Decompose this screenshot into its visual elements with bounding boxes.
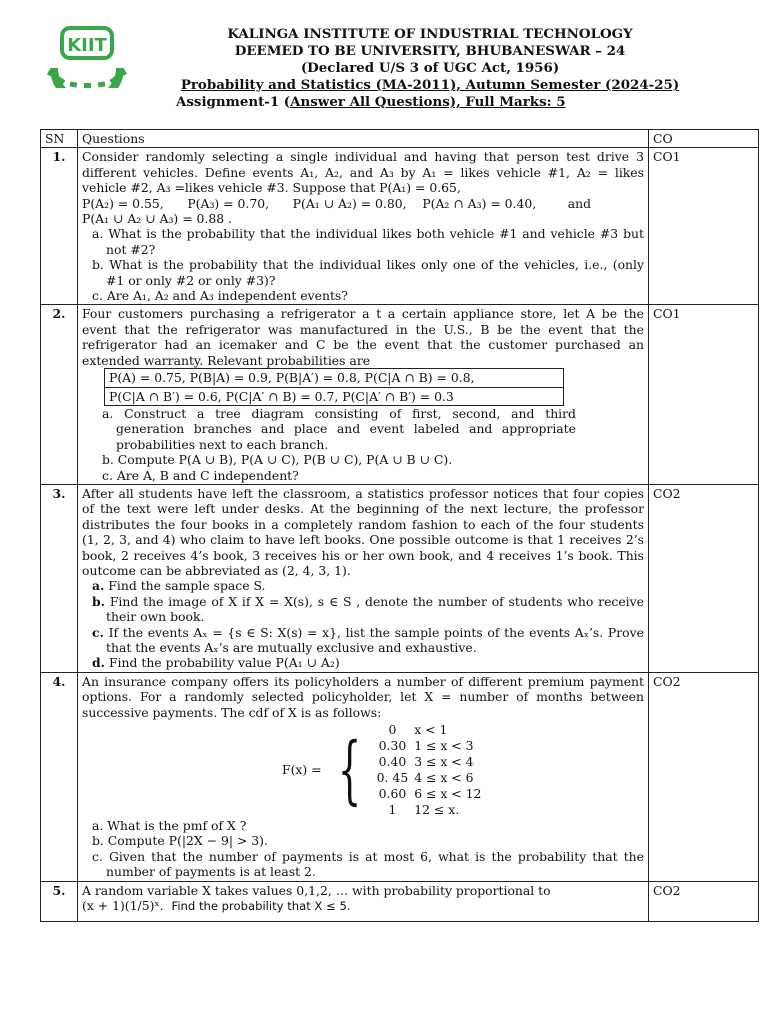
cdf-cases: [377, 722, 488, 818]
university-line: DEEMED TO BE UNIVERSITY, BHUBANESWAR – 24: [234, 43, 626, 59]
q4-part-b: b. Compute P(|2X − 9| > 3).: [92, 833, 268, 849]
institute-name: KALINGA INSTITUTE OF INDUSTRIAL TECHNOLOGY: [227, 26, 633, 42]
question-row-1: [41, 148, 759, 305]
q4-body: [78, 672, 649, 881]
q5-body: [78, 881, 649, 922]
q1-sn: 1.: [41, 148, 78, 305]
q2-co: CO1: [649, 305, 759, 484]
questions-table: [40, 129, 759, 922]
q3-part-a: a. Find the sample space S.: [92, 578, 266, 594]
question-row-3: [41, 484, 759, 672]
ugc-line: (Declared U/S 3 of UGC Act, 1956): [300, 60, 560, 76]
kiit-logo: [40, 24, 134, 88]
q5-expression: (x + 1)(1/5)ˣ.: [82, 898, 164, 914]
document-header: [150, 26, 710, 111]
q3-part-d: d. Find the probability value P(A₁ ∪ A₂): [92, 655, 340, 671]
q4-part-a: a. What is the pmf of X ?: [92, 818, 247, 834]
svg-text:KIIT: KIIT: [67, 35, 107, 56]
q2-stem: Four customers purchasing a refrigerator a t a certain appliance store, let A be the event that the refrigerator was manufactured in the U.S., B be the event that the refrigerator had an icemaker and C be the event that the customer purchased an extended warranty. Relevant probabilities are: [82, 306, 644, 368]
q5-co: CO2: [649, 881, 759, 922]
q3-stem: After all students have left the classroom, a statistics professor notices that four copies of the text were left under desks. At the beginning of the next lecture, the professor distributes the four books in a completely random fashion to each of the four students (1, 2, 3, and 4) who claim to have left books. One possible outcome is that 1 receives 2’s book, 2 receives 4’s book, 3 receives his or her own book, and 4 receives 1’s book. This outcome can be abbreviated as (2, 4, 3, 1).: [82, 485, 644, 578]
q2-part-a: a. Construct a tree diagram consisting of first, second, and third generation branches and place and event labeled and appropriate probabilities next to each branch.: [102, 405, 576, 452]
q3-body: [78, 484, 649, 672]
q3-co: CO2: [649, 484, 759, 672]
q1-stem: Consider randomly selecting a single individual and having that person test drive 3 different vehicles. Define events A₁, A₂, and A₃ by A₁ = likes vehicle #1, A₂ = likes vehicle #2, A₃ =likes vehicle #3. Suppose that P(A₁) = 0.65,: [82, 149, 644, 196]
q1-part-b: b. What is the probability that the individual likes only one of the vehicles, i.e., (only #1 or only #2 or only #3)?: [92, 257, 644, 288]
assignment-line: Assignment-1 (Answer All Questions), Full Marks: 5: [176, 94, 566, 110]
q2-sn: 2.: [41, 305, 78, 484]
q1-part-c: c. Are A₁, A₂ and A₃ independent events?: [92, 288, 348, 304]
q2-box-line-1: P(A) = 0.75, P(B|A) = 0.9, P(B|A′) = 0.8, P(C|A ∩ B) = 0.8,: [104, 368, 564, 387]
q3-part-b: b. Find the image of X if X = X(s), s ∈ S , denote the number of students who receive their own book.: [92, 593, 644, 625]
q3-sn: 3.: [41, 484, 78, 672]
cdf-row: 0. 45 4 ≤ x < 6: [376, 770, 474, 786]
cdf-row: 0.40 3 ≤ x < 4: [378, 754, 474, 770]
course-line: Probability and Statistics (MA-2011), Autumn Semester (2024-25): [180, 77, 680, 93]
q2-body: [78, 305, 649, 484]
q4-sn: 4.: [41, 672, 78, 881]
cdf-row: 1 12 ≤ x.: [388, 802, 460, 818]
q1-stem-union: P(A₁ ∪ A₂ ∪ A₃) = 0.88 .: [82, 211, 232, 227]
question-row-4: [41, 672, 759, 881]
header-co: CO: [649, 130, 759, 148]
question-row-2: [41, 305, 759, 484]
q5-sn: 5.: [41, 881, 78, 922]
q3-part-c: c. If the events Aₓ = {s ∈ S: X(s) = x}, list the sample points of the events Aₓ’s. Prove that the events Aₓ’s are mutually exclusive and exhaustive.: [92, 624, 644, 655]
q5-stem: A random variable X takes values 0,1,2, … with probability proportional to: [82, 882, 551, 898]
table-header-row: [41, 130, 759, 148]
q4-stem: An insurance company offers its policyholders a number of different premium payment options. For a randomly selected policyholder, let X = number of months between successive payments. The cdf of X is as follows:: [82, 673, 644, 720]
q1-co: CO1: [649, 148, 759, 305]
q5-tail: Find the probability that X ≤ 5.: [171, 899, 351, 914]
cdf-label: F(x) =: [282, 762, 322, 778]
cdf-row: 0 x < 1: [388, 722, 448, 738]
q2-part-c: c. Are A, B and C independent?: [102, 467, 299, 483]
q4-part-c: c. Given that the number of payments is at most 6, what is the probability that the number of payments is at least 2.: [92, 848, 644, 880]
q5-expression-line: [82, 898, 644, 914]
q1-body: [78, 148, 649, 305]
q1-stem-probabilities: P(A₂) = 0.55, P(A₃) = 0.70, P(A₁ ∪ A₂) = 0.80, P(A₂ ∩ A₃) = 0.40, and: [82, 195, 592, 211]
cdf-row: 0.30 1 ≤ x < 3: [378, 738, 474, 754]
q2-box-line-2: P(C|A ∩ B′) = 0.6, P(C|A′ ∩ B) = 0.7, P(C|A′ ∩ B′) = 0.3: [104, 388, 564, 406]
header-questions: Questions: [78, 130, 649, 148]
cdf-row: 0.60 6 ≤ x < 12: [378, 786, 482, 802]
q2-probability-box: [104, 368, 564, 406]
q1-part-a: a. What is the probability that the individual likes both vehicle #1 and vehicle #3 but not #2?: [92, 226, 644, 257]
question-row-5: [41, 881, 759, 922]
header-sn: SN: [41, 130, 78, 148]
q2-part-b: b. Compute P(A ∪ B), P(A ∪ C), P(B ∪ C), P(A ∪ B ∪ C).: [102, 452, 453, 468]
q4-co: CO2: [649, 672, 759, 881]
q4-cdf: [282, 722, 644, 818]
cdf-brace: {: [337, 727, 361, 814]
